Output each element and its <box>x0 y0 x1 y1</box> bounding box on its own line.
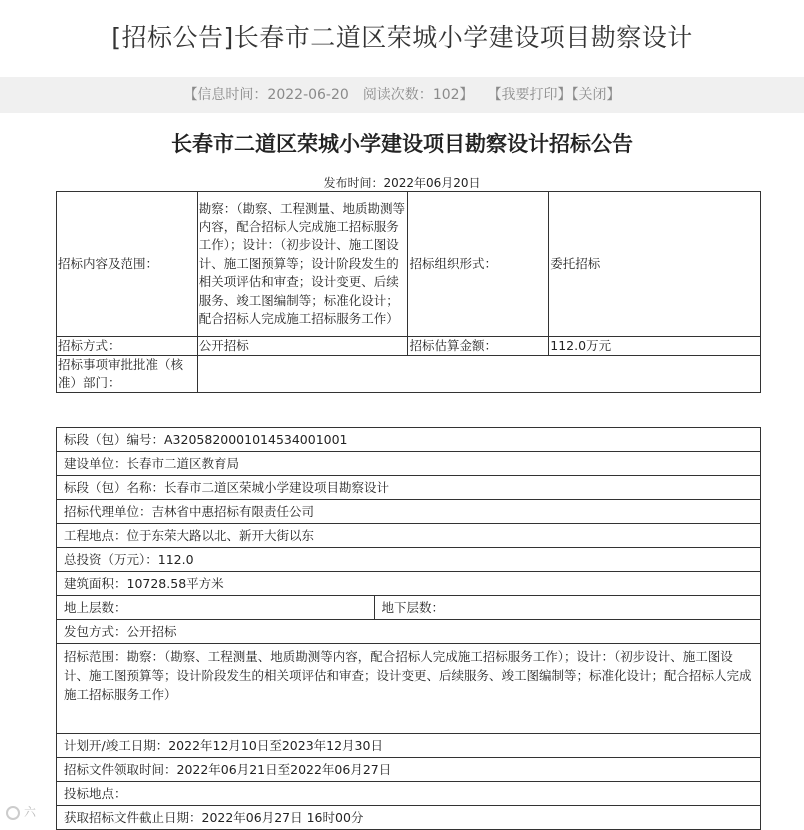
floors-below: 地下层数： <box>374 596 760 620</box>
detail-table <box>56 427 761 830</box>
table-row <box>57 758 761 782</box>
doc-collection-time: 招标文件领取时间：2022年06月21日至2022年06月27日 <box>57 758 761 782</box>
builder: 建设单位：长春市二道区教育局 <box>57 452 761 476</box>
total-investment: 总投资（万元）：112.0 <box>57 548 761 572</box>
watermark <box>6 803 36 820</box>
approval-value <box>197 356 760 393</box>
scope-label: 招标内容及范围： <box>57 192 198 337</box>
table-row <box>57 500 761 524</box>
approval-label: 招标事项审批批准（核准）部门： <box>57 356 198 393</box>
publish-time: 发布时间：2022年06月20日 <box>323 176 481 190</box>
table-row <box>57 644 761 734</box>
table-row <box>57 734 761 758</box>
estimate-label: 招标估算金额： <box>408 337 549 356</box>
info-time: 【信息时间：2022-06-20 <box>183 87 349 103</box>
watermark-logo-icon <box>6 806 20 820</box>
bid-location: 投标地点： <box>57 782 761 806</box>
page-title: [招标公告]长春市二道区荣城小学建设项目勘察设计 <box>111 23 693 52</box>
method-value: 公开招标 <box>197 337 408 356</box>
info-meta-bar <box>0 77 804 113</box>
scope-detail: 招标范围：勘察：（勘察、工程测量、地质勘测等内容，配合招标人完成施工招标服务工作）；设计：（初步设计、施工图设计、施工图预算等；设计阶段发生的相关项评估和审查；设计变更、后续服务、竣工图编制等；标准化设计；配合招标人完成施工招标服务工作） <box>57 644 761 734</box>
overview-table <box>56 191 761 393</box>
scope-value: 勘察：（勘察、工程测量、地质勘测等内容，配合招标人完成施工招标服务工作）；设计：（初步设计、施工图设计、施工图预算等；设计阶段发生的相关项评估和审查；设计变更、后续服务、竣工图编制等；标准化设计；配合招标人完成施工招标服务工作） <box>197 192 408 337</box>
close-link[interactable]: 【关闭】 <box>571 87 621 103</box>
table-row <box>57 620 761 644</box>
agency: 招标代理单位：吉林省中惠招标有限责任公司 <box>57 500 761 524</box>
floors-above: 地上层数： <box>57 596 375 620</box>
table-row <box>57 192 761 337</box>
project-location: 工程地点：位于东荣大路以北、新开大街以东 <box>57 524 761 548</box>
method-label: 招标方式： <box>57 337 198 356</box>
section-name: 标段（包）名称：长春市二道区荣城小学建设项目勘察设计 <box>57 476 761 500</box>
floor-area: 建筑面积：10728.58平方米 <box>57 572 761 596</box>
table-row <box>57 356 761 393</box>
watermark-text: 六 <box>24 805 37 819</box>
org-form-value: 委托招标 <box>549 192 761 337</box>
notice-title: 长春市二道区荣城小学建设项目勘察设计招标公告 <box>171 132 633 156</box>
doc-deadline: 获取招标文件截止日期：2022年06月27日 16时00分 <box>57 806 761 830</box>
table-row <box>57 337 761 356</box>
read-count: 102 <box>432 87 460 103</box>
table-row <box>57 452 761 476</box>
table-row <box>57 428 761 452</box>
table-row <box>57 806 761 830</box>
table-row <box>57 524 761 548</box>
table-row <box>57 548 761 572</box>
table-row <box>57 572 761 596</box>
table-row <box>57 782 761 806</box>
estimate-value: 112.0万元 <box>549 337 761 356</box>
read-count-label: 阅读次数： <box>362 87 433 103</box>
org-form-label: 招标组织形式： <box>408 192 549 337</box>
contract-method: 发包方式：公开招标 <box>57 620 761 644</box>
table-row <box>57 476 761 500</box>
schedule: 计划开/竣工日期：2022年12月10日至2023年12月30日 <box>57 734 761 758</box>
table-row <box>57 596 761 620</box>
section-code: 标段（包）编号：A3205820001014534001001 <box>57 428 761 452</box>
print-link[interactable]: 【我要打印】 <box>487 87 572 103</box>
read-count-suffix: 】 <box>459 87 474 103</box>
